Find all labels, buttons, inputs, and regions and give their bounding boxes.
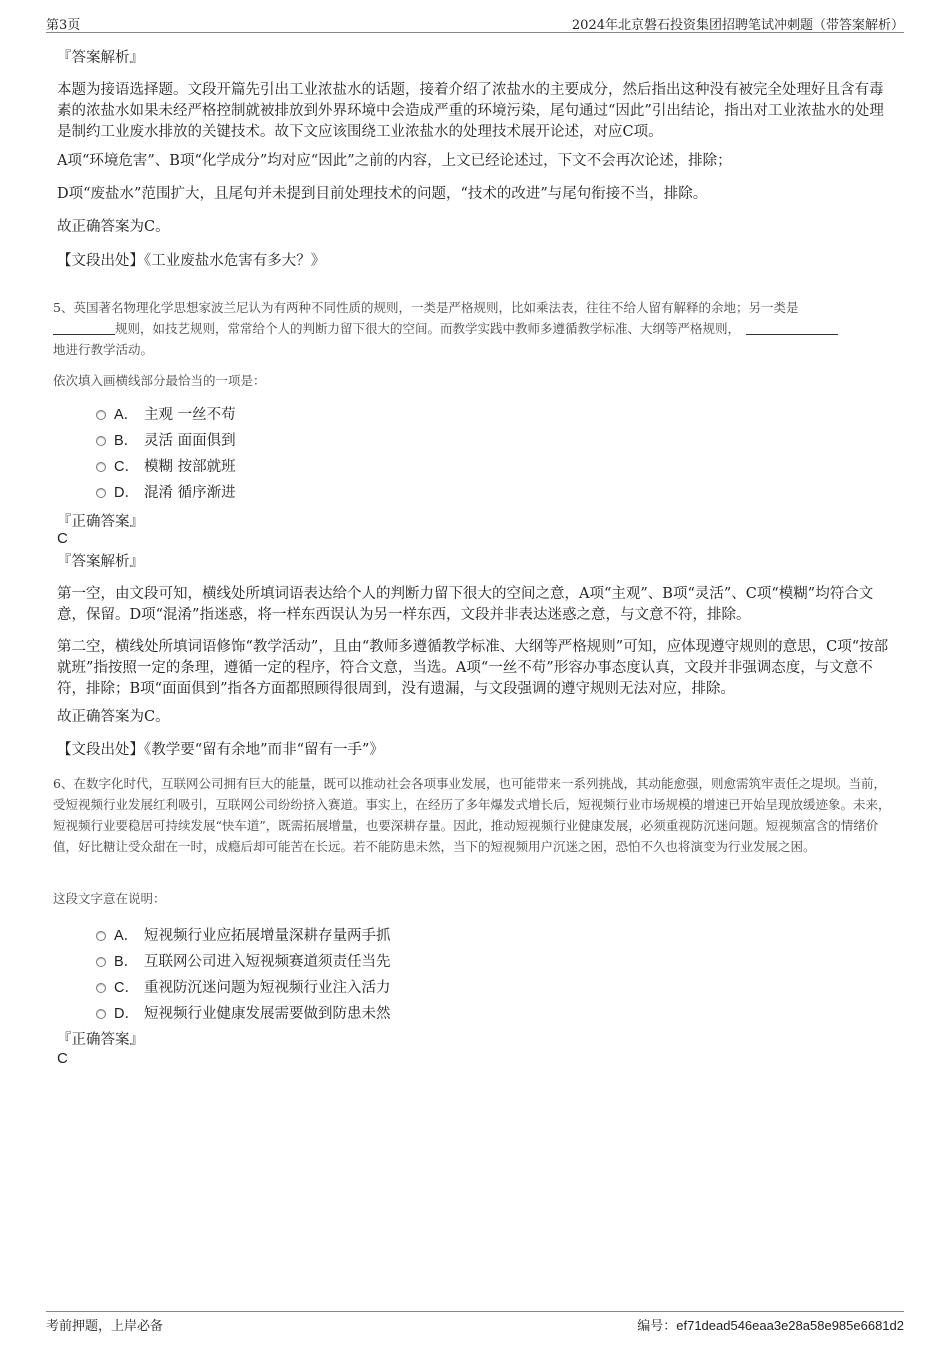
radio-icon[interactable] [96, 983, 106, 993]
q5-answer-label: 『正确答案』 [57, 514, 144, 530]
q6-option-a[interactable] [96, 926, 391, 946]
q5-stem-part-1: 5、英国著名物理化学思想家波兰尼认为有两种不同性质的规则，一类是严格规则，比如乘法表，往往不给人留有解释的余地；另一类是 [53, 300, 799, 315]
q5-stem-part-2: 规则，如技艺规则，常常给个人的判断力留下很大的空间。而教学实践中教师多遵循教学标准、大纲等严格规则， [115, 321, 741, 336]
q4-source: 【文段出处】《工业废盐水危害有多大？》 [57, 253, 326, 269]
page-header [46, 14, 904, 33]
option-letter: A． [114, 928, 139, 944]
footer-slogan: 考前押题，上岸必备 [46, 1319, 164, 1334]
radio-icon[interactable] [96, 931, 106, 941]
q6-stem: 6、在数字化时代，互联网公司拥有巨大的能量，既可以推动社会各项事业发展，也可能带来一系列挑战，其动能愈强，则愈需筑牢责任之堤坝。当前，受短视频行业发展红利吸引，互联网公司纷纷挤入赛道。事实上，在经历了多年爆发式增长后，短视频行业市场规模的增速已开始呈现放缓迹象。未来，短视频行业要稳居可持续发展“快车道”，既需拓展增量，也要深耕存量。因此，推动短视频行业健康发展，必须重视防沉迷问题。短视频富含的情绪价值，好比糖让受众甜在一时，成瘾后却可能苦在长远。若不能防患未然，当下的短视频用户沉迷之困，恐怕不久也将演变为行业发展之困。 [53, 776, 891, 854]
q4-analysis-p2: A项“环境危害”、B项“化学成分”均对应“因此”之前的内容，上文已经论述过，下文不会再次论述，排除； [57, 153, 732, 169]
document-code [637, 1315, 904, 1334]
q5-source: 【文段出处】《教学要“留有余地”而非“留有一手”》 [57, 742, 384, 758]
q6-option-c[interactable] [96, 978, 391, 998]
q6-answer: C [57, 1050, 68, 1067]
option-letter: B． [114, 433, 139, 449]
q5-analysis-p1: 第一空，由文段可知，横线处所填词语表达给个人的判断力留下很大的空间之意，A项“主观”、B项“灵活”、C项“模糊”均符合文意，保留。D项“混淆”指迷惑，将一样东西误认为另一样东西，文段并非表达迷惑之意，与文意不符，排除。 [57, 586, 874, 623]
radio-icon[interactable] [96, 957, 106, 967]
q5-stem [53, 297, 893, 360]
radio-icon[interactable] [96, 462, 106, 472]
q5-analysis-p2: 第二空，横线处所填词语修饰“教学活动”，且由“教师多遵循教学标准、大纲等严格规则”可知，应体现遵守规则的意思，C项“按部就班”指按照一定的条理，遵循一定的程序，符合文意，当选。A项“一丝不苟”形容办事态度认真，文段并非强调态度，与文意不符，排除；B项“面面俱到”指各方面都照顾得很周到，没有遗漏，与文段强调的遵守规则无法对应，排除。 [57, 639, 889, 697]
radio-icon[interactable] [96, 410, 106, 420]
q5-option-a[interactable] [96, 405, 236, 425]
q5-stem-part-3: 地进行教学活动。 [53, 342, 154, 357]
radio-icon[interactable] [96, 436, 106, 446]
option-text: 互联网公司进入短视频赛道须责任当先 [144, 954, 391, 970]
option-text: 灵活 面面俱到 [144, 433, 236, 449]
q5-analysis-label: 『答案解析』 [57, 554, 144, 570]
option-text: 重视防沉迷问题为短视频行业注入活力 [144, 980, 391, 996]
document-title: 2024年北京磐石投资集团招聘笔试冲刺题（带答案解析） [571, 18, 904, 33]
q5-option-c[interactable] [96, 457, 236, 477]
option-text: 短视频行业应拓展增量深耕存量两手抓 [144, 928, 391, 944]
option-letter: D． [114, 485, 139, 501]
q4-analysis-p3: D项“废盐水”范围扩大，且尾句并未提到目前处理技术的问题，“技术的改进”与尾句衔接不当，排除。 [57, 186, 708, 202]
radio-icon[interactable] [96, 488, 106, 498]
option-text: 混淆 循序渐进 [144, 485, 236, 501]
option-text: 模糊 按部就班 [144, 459, 236, 475]
option-text: 短视频行业健康发展需要做到防患未然 [144, 1006, 391, 1022]
q6-option-d[interactable] [96, 1004, 391, 1024]
code-label: 编号： [637, 1319, 677, 1334]
option-letter: A． [114, 407, 139, 423]
option-letter: B． [114, 954, 139, 970]
option-letter: D． [114, 1006, 139, 1022]
q6-answer-label: 『正确答案』 [57, 1032, 144, 1048]
q5-prompt: 依次填入画横线部分最恰当的一项是： [53, 373, 266, 388]
q4-analysis-label: 『答案解析』 [57, 50, 144, 66]
q6-prompt: 这段文字意在说明： [53, 891, 166, 906]
code-value: ef71dead546eaa3e28a58e985e6681d2 [676, 1318, 904, 1333]
radio-icon[interactable] [96, 1009, 106, 1019]
q5-answer: C [57, 530, 68, 547]
q4-analysis-p1: 本题为接语选择题。文段开篇先引出工业浓盐水的话题，接着介绍了浓盐水的主要成分，然后指出这种没有被完全处理好且含有毒素的浓盐水如果未经严格控制就被排放到外界环境中会造成严重的环境污染，尾句通过“因此”引出结论，指出对工业浓盐水的处理是制约工业废水排放的关键技术。故下文应该围绕工业浓盐水的处理技术展开论述，对应C项。 [57, 82, 884, 140]
q5-option-d[interactable] [96, 483, 236, 503]
option-letter: C． [114, 980, 139, 996]
q5-blank-1 [53, 320, 115, 335]
q5-option-b[interactable] [96, 431, 236, 451]
q4-analysis-p4: 故正确答案为C。 [57, 219, 170, 235]
q5-blank-2 [746, 320, 838, 335]
q5-analysis-p3: 故正确答案为C。 [57, 709, 170, 725]
option-letter: C． [114, 459, 139, 475]
page-footer [46, 1311, 904, 1335]
q6-option-b[interactable] [96, 952, 391, 972]
page-number: 第3页 [46, 18, 81, 33]
option-text: 主观 一丝不苟 [144, 407, 236, 423]
